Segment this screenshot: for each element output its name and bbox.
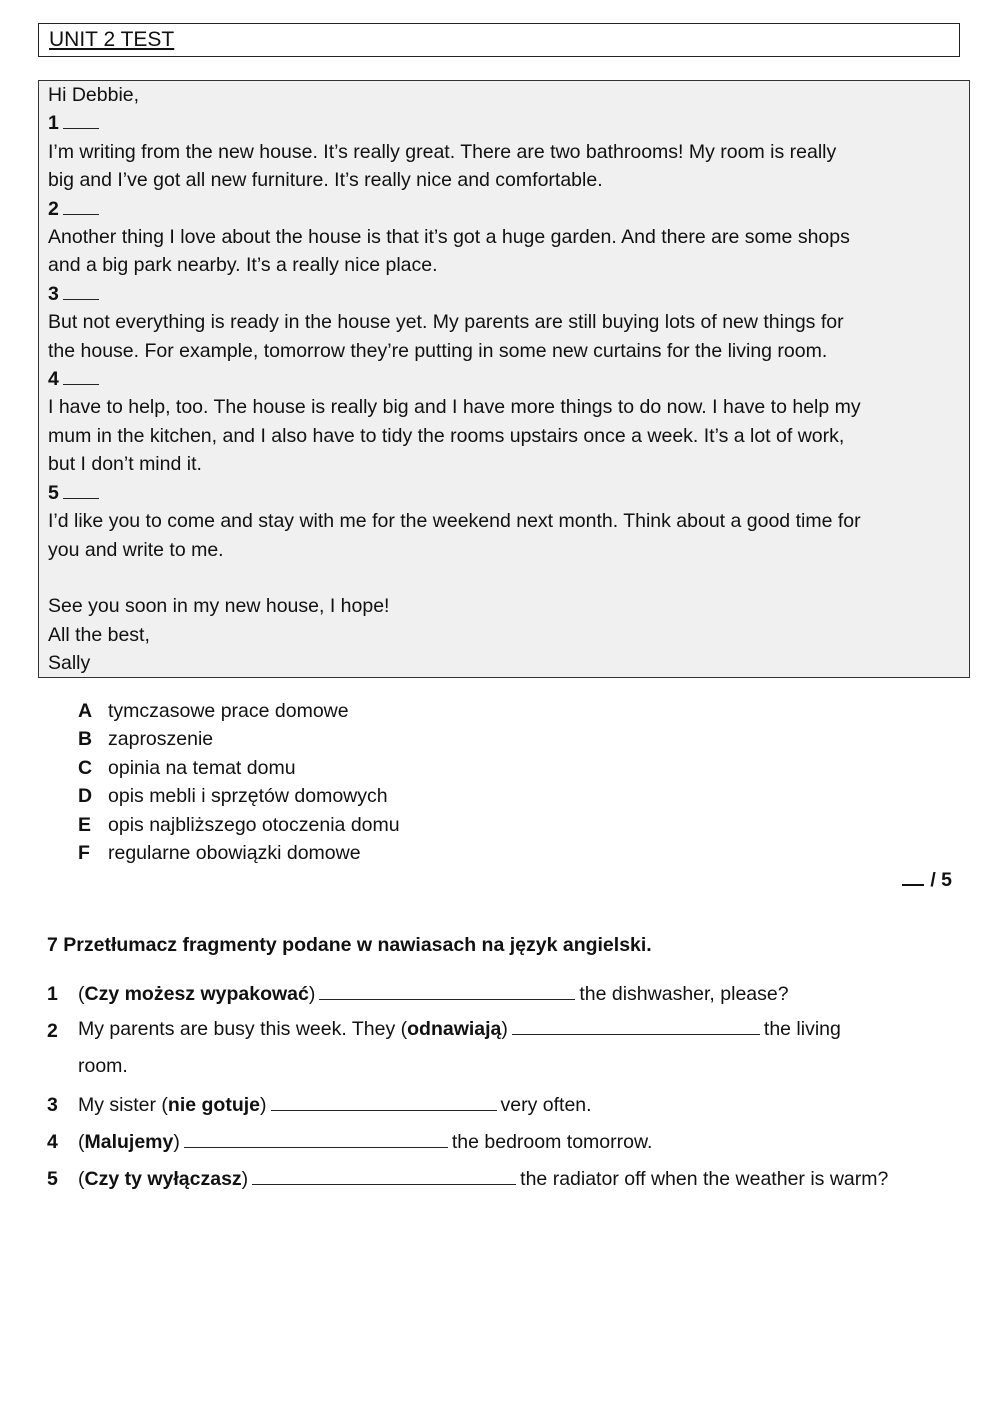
title-box [38, 23, 960, 57]
item-paren: ) [501, 1018, 508, 1040]
item-number: 2 [47, 1020, 58, 1042]
letter-box [38, 80, 970, 678]
spacer [48, 564, 959, 592]
translation-item [47, 1020, 888, 1094]
polish-phrase: odnawiają [407, 1018, 502, 1040]
blank-number: 4 [48, 368, 59, 391]
letter-line: I’d like you to come and stay with me for the weekend next month. Think about a good time for [48, 510, 861, 533]
option-item [78, 782, 400, 810]
option-text: tymczasowe prace domowe [108, 700, 349, 722]
item-text-before: ( [78, 1168, 85, 1190]
paragraph-blank-5[interactable] [48, 479, 959, 507]
letter-line: you and write to me. [48, 538, 224, 561]
answer-blank[interactable] [63, 118, 99, 129]
letter-signoff: All the best, [48, 623, 150, 646]
item-number: 4 [47, 1131, 58, 1153]
paragraph-blank-4[interactable] [48, 365, 959, 393]
answer-blank[interactable] [63, 374, 99, 385]
option-letter: D [78, 785, 93, 808]
page-title: UNIT 2 TEST [49, 28, 175, 51]
translation-item [47, 1094, 888, 1131]
option-text: opinia na temat domu [108, 756, 296, 779]
option-item [78, 725, 400, 753]
item-paren: ) [308, 983, 316, 1005]
letter-line: and a big park nearby. It’s a really nice place. [48, 254, 438, 277]
item-text-before: ( [78, 1131, 85, 1153]
answer-gap[interactable] [252, 1168, 516, 1185]
translation-item [47, 1131, 888, 1168]
item-paren: ) [241, 1168, 249, 1190]
translation-item [47, 1168, 888, 1205]
letter-line: big and I’ve got all new furniture. It’s really nice and comfortable. [48, 169, 603, 192]
option-letter: B [78, 728, 93, 751]
letter-line: mum in the kitchen, and I also have to tidy the rooms upstairs once a week. It’s a lot of work, [48, 424, 845, 447]
option-letter: E [78, 813, 92, 836]
polish-phrase: Czy ty wyłączasz [84, 1168, 242, 1190]
option-item [78, 839, 400, 867]
answer-blank[interactable] [63, 289, 99, 300]
letter-line: Another thing I love about the house is that it’s got a huge garden. And there are some shops [48, 226, 850, 249]
item-text-after: the dishwasher, please? [579, 983, 789, 1005]
answer-blank[interactable] [63, 488, 99, 499]
polish-phrase: nie gotuje [167, 1094, 261, 1116]
item-number: 5 [47, 1168, 58, 1190]
letter-greeting: Hi Debbie, [48, 84, 140, 106]
answer-blank[interactable] [63, 204, 99, 215]
blank-number: 5 [48, 481, 59, 504]
option-text: regularne obowiązki domowe [108, 842, 361, 865]
letter-line: the house. For example, tomorrow they’re putting in some new curtains for the living room. [48, 339, 828, 362]
answer-gap[interactable] [271, 1094, 497, 1111]
answer-gap[interactable] [319, 983, 575, 1000]
option-text: opis najbliższego otoczenia domu [108, 813, 400, 836]
score-total: / 5 [930, 869, 952, 891]
option-letter: C [78, 756, 93, 779]
option-item [78, 754, 400, 782]
item-text-after: the radiator off when the weather is warm? [520, 1168, 889, 1190]
answer-gap[interactable] [512, 1018, 760, 1035]
blank-number: 1 [48, 112, 59, 135]
option-item [78, 811, 400, 839]
task-7-heading: 7 Przetłumacz fragmenty podane w nawiasach na język angielski. [47, 934, 652, 956]
item-text-before: ( [78, 983, 85, 1005]
translation-items [47, 983, 888, 1205]
polish-phrase: Czy możesz wypakować [84, 983, 309, 1005]
score-blank[interactable] [902, 870, 924, 886]
letter-line: but I don’t mind it. [48, 453, 202, 476]
blank-number: 2 [48, 197, 59, 220]
letter-line: I’m writing from the new house. It’s really great. There are two bathrooms! My room is really [48, 140, 837, 163]
item-text-after: very often. [500, 1094, 592, 1116]
letter-line: But not everything is ready in the house yet. My parents are still buying lots of new things for [48, 311, 844, 334]
letter-line: I have to help, too. The house is really big and I have more things to do now. I have to help my [48, 396, 861, 419]
item-paren: ) [173, 1131, 180, 1153]
option-letter: F [78, 842, 90, 865]
item-text-before: My sister ( [78, 1094, 168, 1116]
letter-signature: Sally [48, 652, 91, 675]
item-text-continued: room. [78, 1055, 128, 1077]
letter-closing: See you soon in my new house, I hope! [48, 595, 390, 618]
item-text-before: My parents are busy this week. They ( [78, 1018, 408, 1040]
blank-number: 3 [48, 282, 59, 305]
option-text: opis mebli i sprzętów domowych [108, 785, 388, 808]
item-number: 1 [47, 983, 58, 1005]
paragraph-blank-1[interactable] [48, 109, 959, 137]
answer-gap[interactable] [184, 1131, 448, 1148]
item-text-after: the living [763, 1018, 841, 1040]
option-letter: A [78, 700, 93, 722]
option-item [78, 697, 400, 725]
option-text: zaproszenie [108, 728, 214, 751]
options-list [78, 697, 400, 867]
item-paren: ) [260, 1094, 267, 1116]
paragraph-blank-3[interactable] [48, 280, 959, 308]
score [902, 869, 952, 892]
item-text-after: the bedroom tomorrow. [451, 1131, 653, 1153]
item-number: 3 [47, 1094, 58, 1116]
polish-phrase: Malujemy [84, 1131, 174, 1153]
paragraph-blank-2[interactable] [48, 195, 959, 223]
